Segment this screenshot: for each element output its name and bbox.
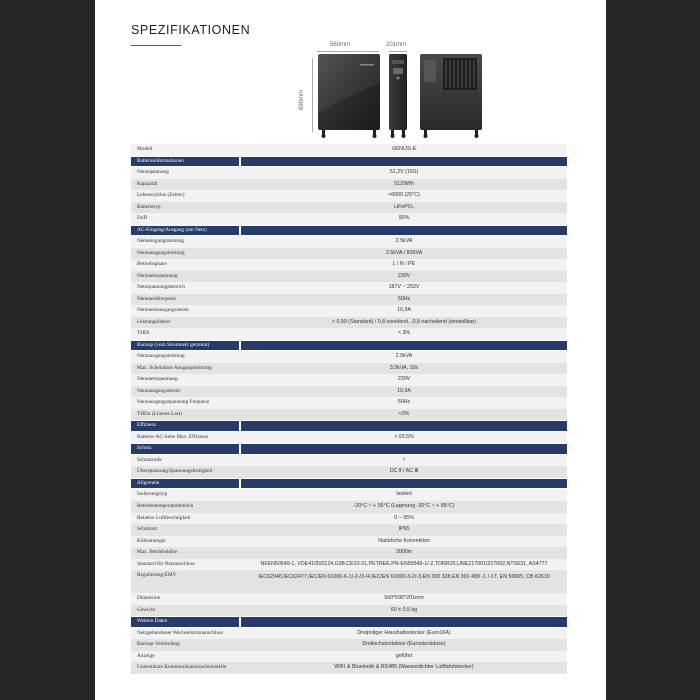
spec-sheet-page — [95, 0, 606, 700]
section-bar — [241, 444, 567, 454]
spec-label: Nennnetzfrequenz — [137, 295, 176, 302]
spec-label: Relative Luftfeuchtigkeit — [137, 514, 191, 521]
spec-label: Anzeige — [137, 652, 155, 659]
spec-value: 187V ~ 253V — [388, 284, 420, 291]
spec-value: WIFI & Bluetooth & RS485 (Wasserdichter Luftfahrtstecker) — [334, 664, 474, 671]
spec-row — [131, 236, 567, 248]
height-dimension-label: 690mm — [299, 89, 306, 111]
spec-value: > 93,5% — [394, 433, 414, 440]
spec-value: 230V — [397, 376, 411, 383]
spec-value: 10,9A — [397, 387, 411, 394]
spec-row — [131, 271, 567, 283]
section-header — [131, 340, 567, 352]
spec-row — [131, 190, 567, 202]
side-view — [389, 54, 407, 138]
spec-value: 2000m — [395, 549, 413, 556]
spec-value: 2.5kVA / 800VA — [385, 249, 423, 256]
spec-label: Überspannung/Spannungsfestigkeit — [137, 468, 213, 475]
spec-value: NFEN50549-1, VDE4105/0124,G98,CE10-21,PETREE,PN-EN50549-1/-2,TORR25,UNE217001/217002,NTS631, AS4777 — [260, 560, 548, 567]
section-bar — [241, 617, 567, 627]
spec-row — [131, 351, 567, 363]
spec-value: L / N / PE — [392, 261, 416, 268]
spec-label: Nennspannung — [137, 169, 169, 176]
spec-label: DoD — [137, 215, 148, 222]
spec-label: Nennnetzausgangsstrom — [137, 307, 189, 314]
title-underline — [131, 45, 181, 46]
section-bar — [241, 341, 567, 351]
spec-label: Dimension — [137, 595, 161, 602]
spec-label: Nennausgangsleistung — [137, 353, 185, 360]
section-header — [131, 616, 567, 628]
spec-value: 3,5kVA, 10s — [389, 364, 419, 371]
spec-label: Batterietyp — [137, 203, 161, 210]
battery-unit-illustration — [300, 42, 590, 142]
section-title: Schutz — [131, 444, 239, 454]
spec-label: Betriebstemperaturbereich — [137, 502, 194, 509]
spec-label: Regulierung/EMV — [137, 572, 177, 579]
spec-row — [131, 662, 567, 674]
spec-row — [131, 386, 567, 398]
section-bar — [241, 479, 567, 489]
spec-value: >6000 (25°C) — [388, 192, 420, 199]
spec-label: Max. Betriebshöhe — [137, 549, 178, 556]
section-header — [131, 420, 567, 432]
spec-value: < 3% — [397, 330, 411, 337]
model-row — [131, 144, 567, 156]
spec-value: 560*690*201mm — [384, 595, 424, 602]
spec-value: > 0,99 (Standard) / 0,8 voreilend...0,8 nacheilend (einstellbar) — [331, 318, 477, 325]
spec-label: Isolierungstyp — [137, 491, 168, 498]
spec-value: I — [403, 456, 405, 463]
spec-label: Nenneingangsleistung — [137, 238, 185, 245]
spec-value: 2.5kVA — [395, 238, 413, 245]
spec-row — [131, 570, 567, 593]
spec-value: 50Hz — [397, 399, 411, 406]
spec-label: Kühlstrategie — [137, 537, 166, 544]
spec-label: Unterstützte Kommunikationsschnittstelle — [137, 664, 227, 671]
spec-row — [131, 363, 567, 375]
spec-row — [131, 639, 567, 651]
spec-row — [131, 593, 567, 605]
spec-value: 90% — [398, 215, 410, 222]
spec-value: 2.5kVA — [395, 353, 413, 360]
spec-row — [131, 513, 567, 525]
spec-label: Standard für Netzanschluss — [137, 560, 195, 567]
section-bar — [241, 421, 567, 431]
spec-value: Natürliche Konvektion — [378, 537, 430, 544]
spec-value: 0 ~ 95% — [394, 514, 414, 521]
spec-value: Dreipoliger Haushaltsstecker (Euro16A) — [357, 629, 451, 636]
spec-row — [131, 409, 567, 421]
spec-row — [131, 397, 567, 409]
spec-value: 51,2V (16S) — [389, 169, 419, 176]
section-header — [131, 478, 567, 490]
section-bar — [241, 157, 567, 167]
spec-row — [131, 524, 567, 536]
spec-row — [131, 259, 567, 271]
back-view — [420, 54, 482, 138]
page-title: SPEZIFIKATIONEN — [131, 23, 251, 37]
spec-value: LiFePO₄ — [393, 203, 415, 210]
spec-row — [131, 455, 567, 467]
spec-value: -20°C ~ + 55°C (Lagerung -30°C ~ + 85°C) — [353, 502, 455, 509]
specifications-table — [131, 144, 567, 674]
section-header — [131, 156, 567, 168]
spec-value: 230V — [397, 272, 411, 279]
spec-row — [131, 374, 567, 386]
spec-label: THDu (Lineare Last) — [137, 410, 183, 417]
spec-label: THDi — [137, 330, 150, 337]
spec-label: Netzgebundener Wechselstromanschluss — [137, 629, 224, 636]
section-title: Allgemein — [131, 479, 239, 489]
spec-label: Backup-Verbindung — [137, 641, 180, 648]
model-value: VENUS-E — [391, 146, 417, 152]
spec-value: 10,9A — [397, 307, 411, 314]
spec-row — [131, 559, 567, 571]
front-view — [318, 54, 380, 138]
spec-label: Nennausgangsstrom — [137, 387, 180, 394]
spec-value: 60 ± 0,5 kg — [390, 606, 418, 613]
spec-value: geführt — [395, 652, 413, 659]
spec-value: Isoliert — [396, 491, 412, 498]
spec-label: Gewicht — [137, 606, 155, 613]
spec-label: Betriebsphase — [137, 261, 167, 268]
spec-label: Kapazität — [137, 180, 158, 187]
spec-label: Schutzstufe — [137, 456, 162, 463]
spec-row — [131, 501, 567, 513]
spec-value: DC Ⅱ / AC Ⅲ — [389, 468, 419, 475]
spec-value: 50Hz — [397, 295, 411, 302]
section-header — [131, 443, 567, 455]
section-title: Backup (vom Stromnetz getrennt) — [131, 341, 239, 351]
width-dimension-label: 560mm — [330, 42, 351, 48]
section-header — [131, 225, 567, 237]
spec-row — [131, 179, 567, 191]
spec-row — [131, 466, 567, 478]
product-image — [300, 42, 590, 142]
section-title: Weitere Daten — [131, 617, 239, 627]
spec-row — [131, 213, 567, 225]
spec-row — [131, 536, 567, 548]
spec-row — [131, 317, 567, 329]
spec-label: Nennausgangsspannung Frequenz — [137, 399, 210, 406]
spec-row — [131, 605, 567, 617]
spec-row — [131, 547, 567, 559]
spec-row — [131, 651, 567, 663]
spec-row — [131, 305, 567, 317]
spec-row — [131, 432, 567, 444]
spec-row — [131, 282, 567, 294]
spec-row — [131, 294, 567, 306]
spec-value: IP65 — [398, 526, 410, 533]
spec-label: Nennausgangsleistung — [137, 249, 185, 256]
spec-row — [131, 328, 567, 340]
spec-label: Lebenszyklus (Zeiten) — [137, 192, 185, 199]
spec-value: Dreilochsteckdose (Eurosteckdose) — [362, 641, 446, 648]
spec-row — [131, 489, 567, 501]
model-label: Modell — [137, 146, 153, 152]
spec-label: Leistungsfaktor — [137, 318, 171, 325]
spec-row — [131, 167, 567, 179]
spec-label: Batterie-AC-Seite Max. Effizienz — [137, 433, 209, 440]
depth-dimension-label: 201mm — [386, 42, 407, 48]
spec-label: Schutzart — [137, 526, 158, 533]
spec-row — [131, 248, 567, 260]
spec-label: Netzspannungsbereich — [137, 284, 185, 291]
spec-label: Nennnetzspannung — [137, 272, 178, 279]
spec-value: 5120Wh — [394, 180, 414, 187]
section-title: Effizienz — [131, 421, 239, 431]
spec-row — [131, 202, 567, 214]
spec-value: IEC62040,IEC62477,IEC/EN 61000-6-1/-2-/3-/4,IEC/EN 61000-3-2/-3,EN 300 328,EN 301 489 -1 /-17, EN 50665, CB 62619 — [258, 574, 550, 581]
spec-label: Nennnetzspannung — [137, 376, 178, 383]
spec-value: <3% — [398, 410, 410, 417]
section-bar — [241, 226, 567, 236]
section-title: AC-Eingang/Ausgang (am Netz) — [131, 226, 239, 236]
section-title: Batterieinformationen — [131, 157, 239, 167]
spec-label: Max. Scheinbare Ausgangsleistung — [137, 364, 212, 371]
spec-row — [131, 628, 567, 640]
